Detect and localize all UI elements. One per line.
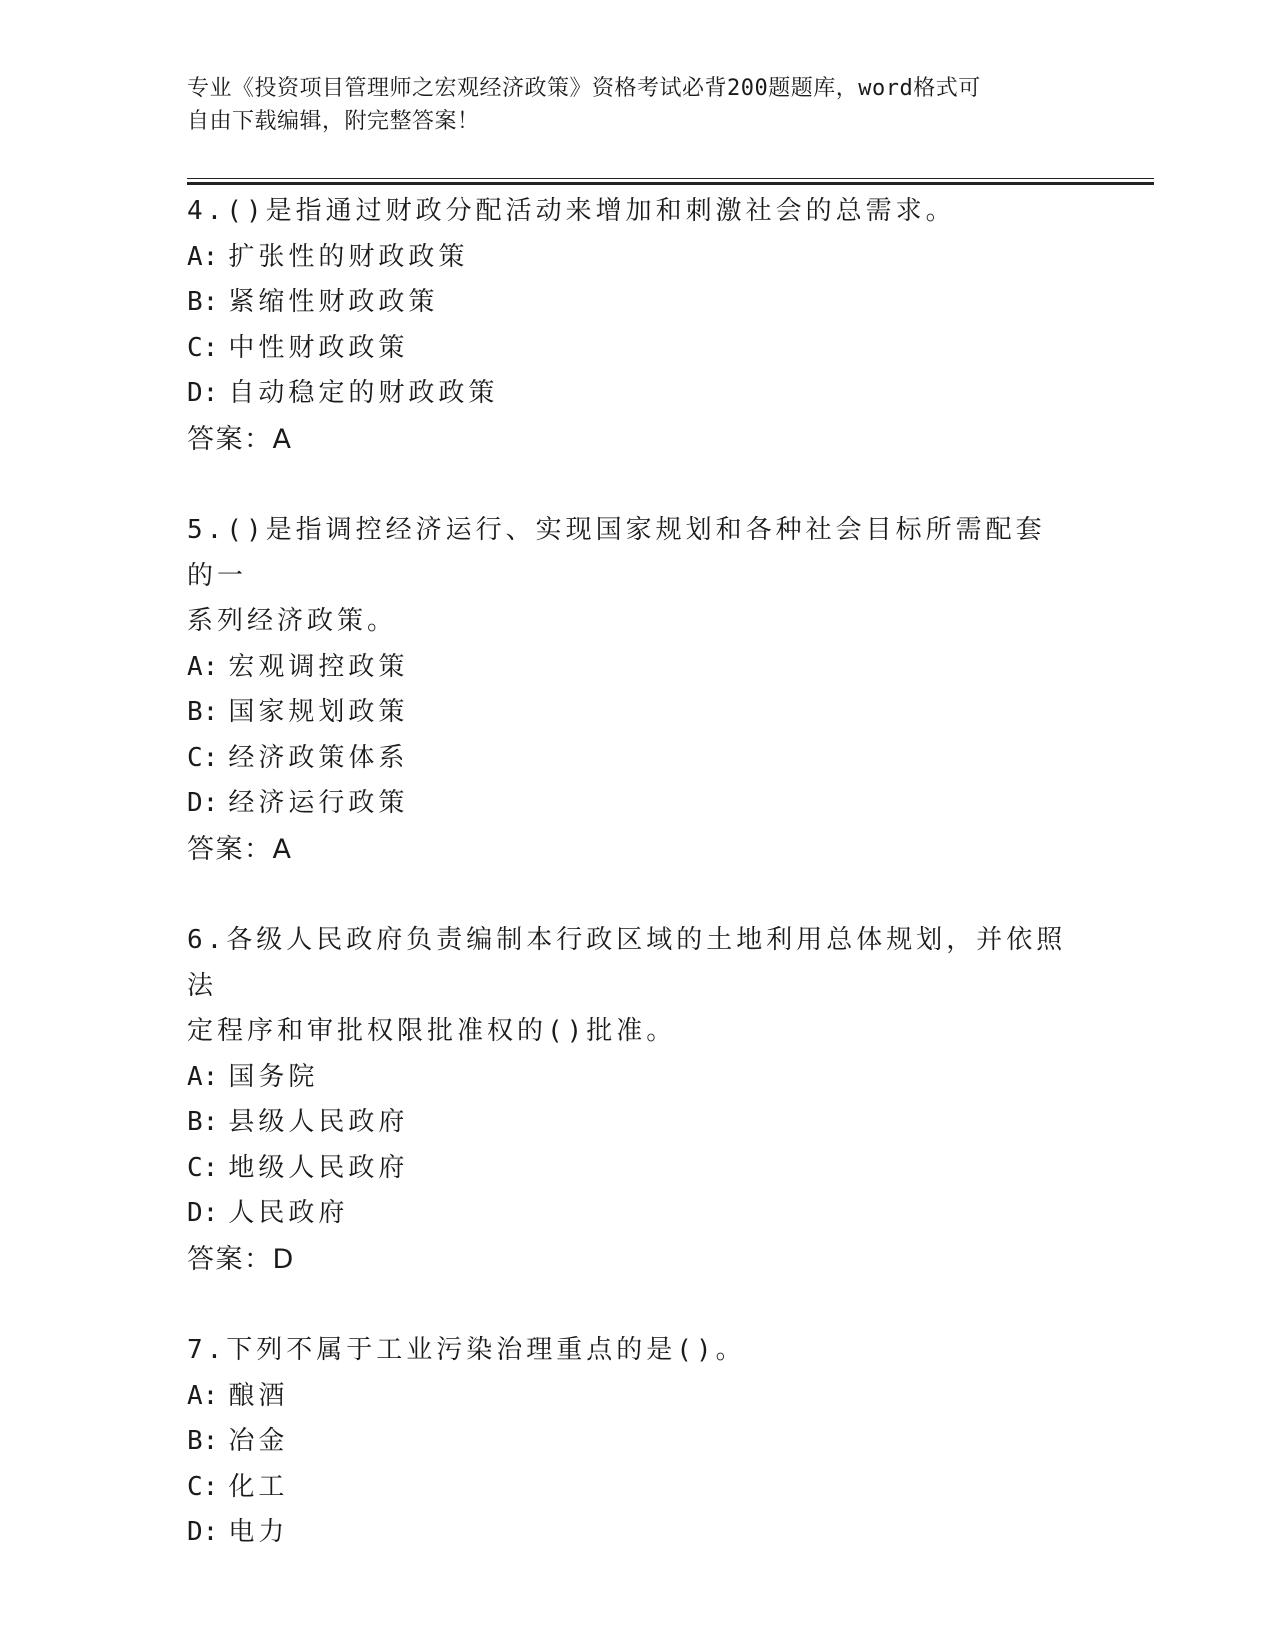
option-text: 电力 bbox=[228, 1517, 289, 1547]
option-text: 紧缩性财政政策 bbox=[228, 287, 439, 317]
question-stem: 5.()是指调控经济运行、实现国家规划和各种社会目标所需配套的一 bbox=[187, 515, 1046, 591]
option-b bbox=[187, 1100, 1067, 1146]
option-b bbox=[187, 280, 1067, 326]
option-text: 中性财政政策 bbox=[228, 332, 409, 363]
document-header bbox=[187, 72, 1067, 138]
option-d bbox=[187, 371, 1067, 417]
option-text: 地级人民政府 bbox=[228, 1152, 409, 1183]
option-letter: A: bbox=[187, 241, 219, 272]
answer-line: 答案：D bbox=[187, 1243, 295, 1275]
option-c bbox=[187, 736, 1067, 782]
option-d bbox=[187, 781, 1067, 827]
option-letter: D: bbox=[187, 378, 219, 408]
header-divider-thin bbox=[187, 178, 1154, 179]
option-text: 冶金 bbox=[228, 1426, 289, 1456]
question-stem: 7.下列不属于工业污染治理重点的是()。 bbox=[187, 1335, 746, 1365]
question-item bbox=[187, 508, 1067, 872]
option-b bbox=[187, 690, 1067, 736]
question-item bbox=[187, 189, 1067, 462]
question-item bbox=[187, 918, 1067, 1282]
option-c bbox=[187, 1465, 1067, 1511]
option-letter: B: bbox=[187, 287, 219, 317]
option-letter: C: bbox=[187, 1471, 219, 1502]
option-d bbox=[187, 1510, 1067, 1556]
option-letter: A: bbox=[187, 651, 219, 682]
option-c bbox=[187, 326, 1067, 372]
option-letter: B: bbox=[187, 1107, 219, 1137]
question-stem-continued: 定程序和审批权限批准权的()批准。 bbox=[187, 1016, 677, 1046]
header-line: 自由下载编辑，附完整答案！ bbox=[187, 109, 480, 134]
option-text: 经济运行政策 bbox=[228, 788, 409, 818]
option-letter: D: bbox=[187, 1517, 219, 1547]
option-text: 化工 bbox=[228, 1471, 289, 1502]
question-stem-continued: 系列经济政策。 bbox=[187, 606, 398, 636]
option-text: 县级人民政府 bbox=[228, 1107, 409, 1137]
option-a bbox=[187, 645, 1067, 691]
question-item bbox=[187, 1328, 1067, 1556]
option-letter: D: bbox=[187, 1198, 219, 1228]
option-text: 国务院 bbox=[228, 1061, 319, 1092]
option-text: 自动稳定的财政政策 bbox=[228, 378, 499, 408]
option-letter: C: bbox=[187, 1152, 219, 1183]
option-a bbox=[187, 1374, 1067, 1420]
option-letter: C: bbox=[187, 332, 219, 363]
option-text: 扩张性的财政政策 bbox=[228, 241, 469, 272]
option-letter: A: bbox=[187, 1380, 219, 1411]
option-a bbox=[187, 235, 1067, 281]
question-stem: 6.各级人民政府负责编制本行政区域的土地利用总体规划，并依照法 bbox=[187, 925, 1067, 1001]
option-text: 国家规划政策 bbox=[228, 697, 409, 727]
header-divider-thick bbox=[187, 182, 1154, 185]
option-letter: B: bbox=[187, 1426, 219, 1456]
header-line: 专业《投资项目管理师之宏观经济政策》资格考试必背200题题库，word格式可 bbox=[187, 76, 981, 101]
answer-line: 答案：A bbox=[187, 423, 293, 455]
question-stem: 4.()是指通过财政分配活动来增加和刺激社会的总需求。 bbox=[187, 196, 956, 226]
question-list bbox=[187, 189, 1067, 1556]
option-text: 经济政策体系 bbox=[228, 742, 409, 773]
option-text: 人民政府 bbox=[228, 1198, 349, 1228]
option-letter: B: bbox=[187, 697, 219, 727]
option-d bbox=[187, 1191, 1067, 1237]
option-text: 宏观调控政策 bbox=[228, 651, 409, 682]
answer-line: 答案：A bbox=[187, 833, 293, 865]
option-letter: D: bbox=[187, 788, 219, 818]
option-letter: C: bbox=[187, 742, 219, 773]
option-b bbox=[187, 1419, 1067, 1465]
option-c bbox=[187, 1146, 1067, 1192]
option-text: 酿酒 bbox=[228, 1380, 289, 1411]
option-letter: A: bbox=[187, 1061, 219, 1092]
option-a bbox=[187, 1055, 1067, 1101]
